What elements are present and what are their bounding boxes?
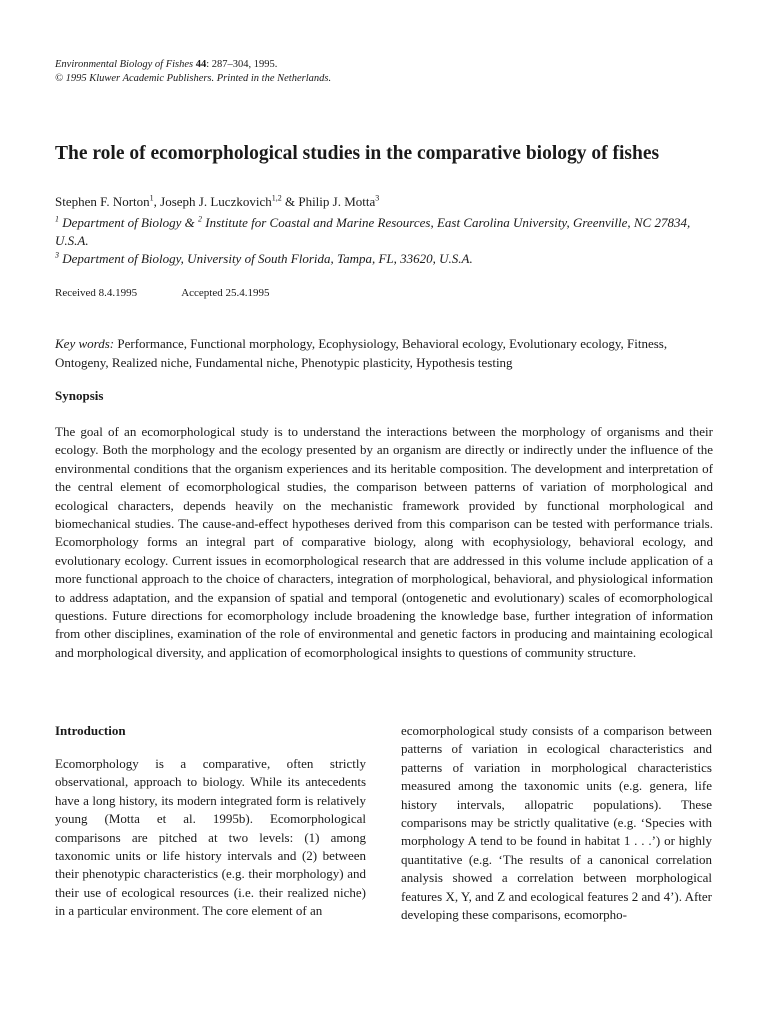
affiliation-1-2 xyxy=(55,214,715,250)
aff-text: Department of Biology, University of South Florida, Tampa, FL, 33620, U.S.A. xyxy=(59,251,473,266)
received-date: Received 8.4.1995 xyxy=(55,287,138,299)
aff-text: Institute for Coastal and Marine Resources, East Carolina University, Greenville, NC 27834, U.S.A. xyxy=(55,215,691,248)
author-name: Philip J. Motta xyxy=(298,194,376,209)
aff-sup: 3 xyxy=(55,250,59,260)
journal-header xyxy=(55,58,331,86)
article-title: The role of ecomorphological studies in the comparative biology of fishes xyxy=(55,143,660,164)
introduction-left-column: Ecomorphology is a comparative, often strictly observational, approach to biology. While its antecedents have a long history, its modern integrated form is relatively young (Motta et al. 1995b). Ecomorphological comparisons are pitched at two levels: (1) among taxonomic units or life history intervals and (2) between their phenotypic characteristics (e.g. their morphology) and their use of ecological resources (i.e. their realized niche) in a particular environment. The core element of an xyxy=(55,756,366,919)
author-list xyxy=(55,194,379,210)
author-separator: & xyxy=(281,194,299,209)
author-sup: 3 xyxy=(375,193,380,203)
keywords-label: Key words: xyxy=(55,336,115,351)
journal-pages: : 287–304, 1995. xyxy=(206,59,278,70)
accepted-date: Accepted 25.4.1995 xyxy=(181,287,270,299)
journal-citation xyxy=(55,58,331,72)
author-name: Joseph J. Luczkovich xyxy=(160,194,272,209)
author-separator: , xyxy=(153,194,161,209)
aff-sup: 2 xyxy=(198,214,203,224)
article-dates xyxy=(55,287,269,299)
affiliation-3 xyxy=(55,250,715,268)
synopsis-heading: Synopsis xyxy=(55,388,104,403)
author-sup: 1 xyxy=(149,193,154,203)
keywords xyxy=(55,334,715,372)
synopsis-text: The goal of an ecomorphological study is to understand the interactions between the morphology of organisms and their ecology. Both the morphology and the ecology presented by an organism are directly or indirectly under the influence of the environmental conditions that the organism experiences and its heritable composition. The development and interpretation of the central element of ecomorphological studies, the comparison between patterns of variation of morphological and ecological characters, depends heavily on the mechanistic framework provided by functional morphological and biomechanical studies. The cause-and-effect hypotheses derived from this comparison can be tested with performance trials. Ecomorphology forms an integral part of comparative biology, along with ecophysiology, behavioral ecology, and evolutionary ecology. Current issues in ecomorphological research that are addressed in this volume include application of a more functional approach to the choice of characters, integration of morphological, behavioral, and physiological information to address adaptation, and the expansion of spatial and temporal (ontogenetic and evolutionary) scales of ecomorphological questions. Future directions for ecomorphology include broadening the knowledge base, further integration of information from other disciplines, examination of the role of environmental and genetic factors in producing and maintaining ecological and morphological diversity, and application of ecomorphological insights to questions of community structure. xyxy=(55,424,713,660)
introduction-right-column: ecomorphological study consists of a comparison between patterns of variation in ecological characteristics and patterns of variation in morphological characteristics measured among the taxonomic units (e.g. genera, life history intervals, allopatric populations). These comparisons may be strictly qualitative (e.g. ‘Species with morphology A tend to be found in habitat 1 . . .’) or highly quantitative (e.g. ‘The results of a canonical correlation analysis showed a correlation between morphological features X, Y, and Z and ecological features 2 and 4’). After developing these comparisons, ecomorpho- xyxy=(401,723,712,923)
author-sup: 1,2 xyxy=(271,193,282,203)
aff-sup: 1 xyxy=(55,214,59,224)
keywords-text: Performance, Functional morphology, Ecophysiology, Behavioral ecology, Evolutionary ecology, Fitness, Ontogeny, Realized niche, Fundamental niche, Phenotypic plasticity, Hypothesis testing xyxy=(55,336,668,370)
journal-name: Environmental Biology of Fishes xyxy=(55,59,194,70)
aff-text: Department of Biology & xyxy=(59,215,199,230)
journal-volume: 44 xyxy=(195,59,207,70)
introduction-heading: Introduction xyxy=(55,723,126,738)
copyright-line: © 1995 Kluwer Academic Publishers. Printed in the Netherlands. xyxy=(55,73,332,84)
author-name: Stephen F. Norton xyxy=(55,194,150,209)
